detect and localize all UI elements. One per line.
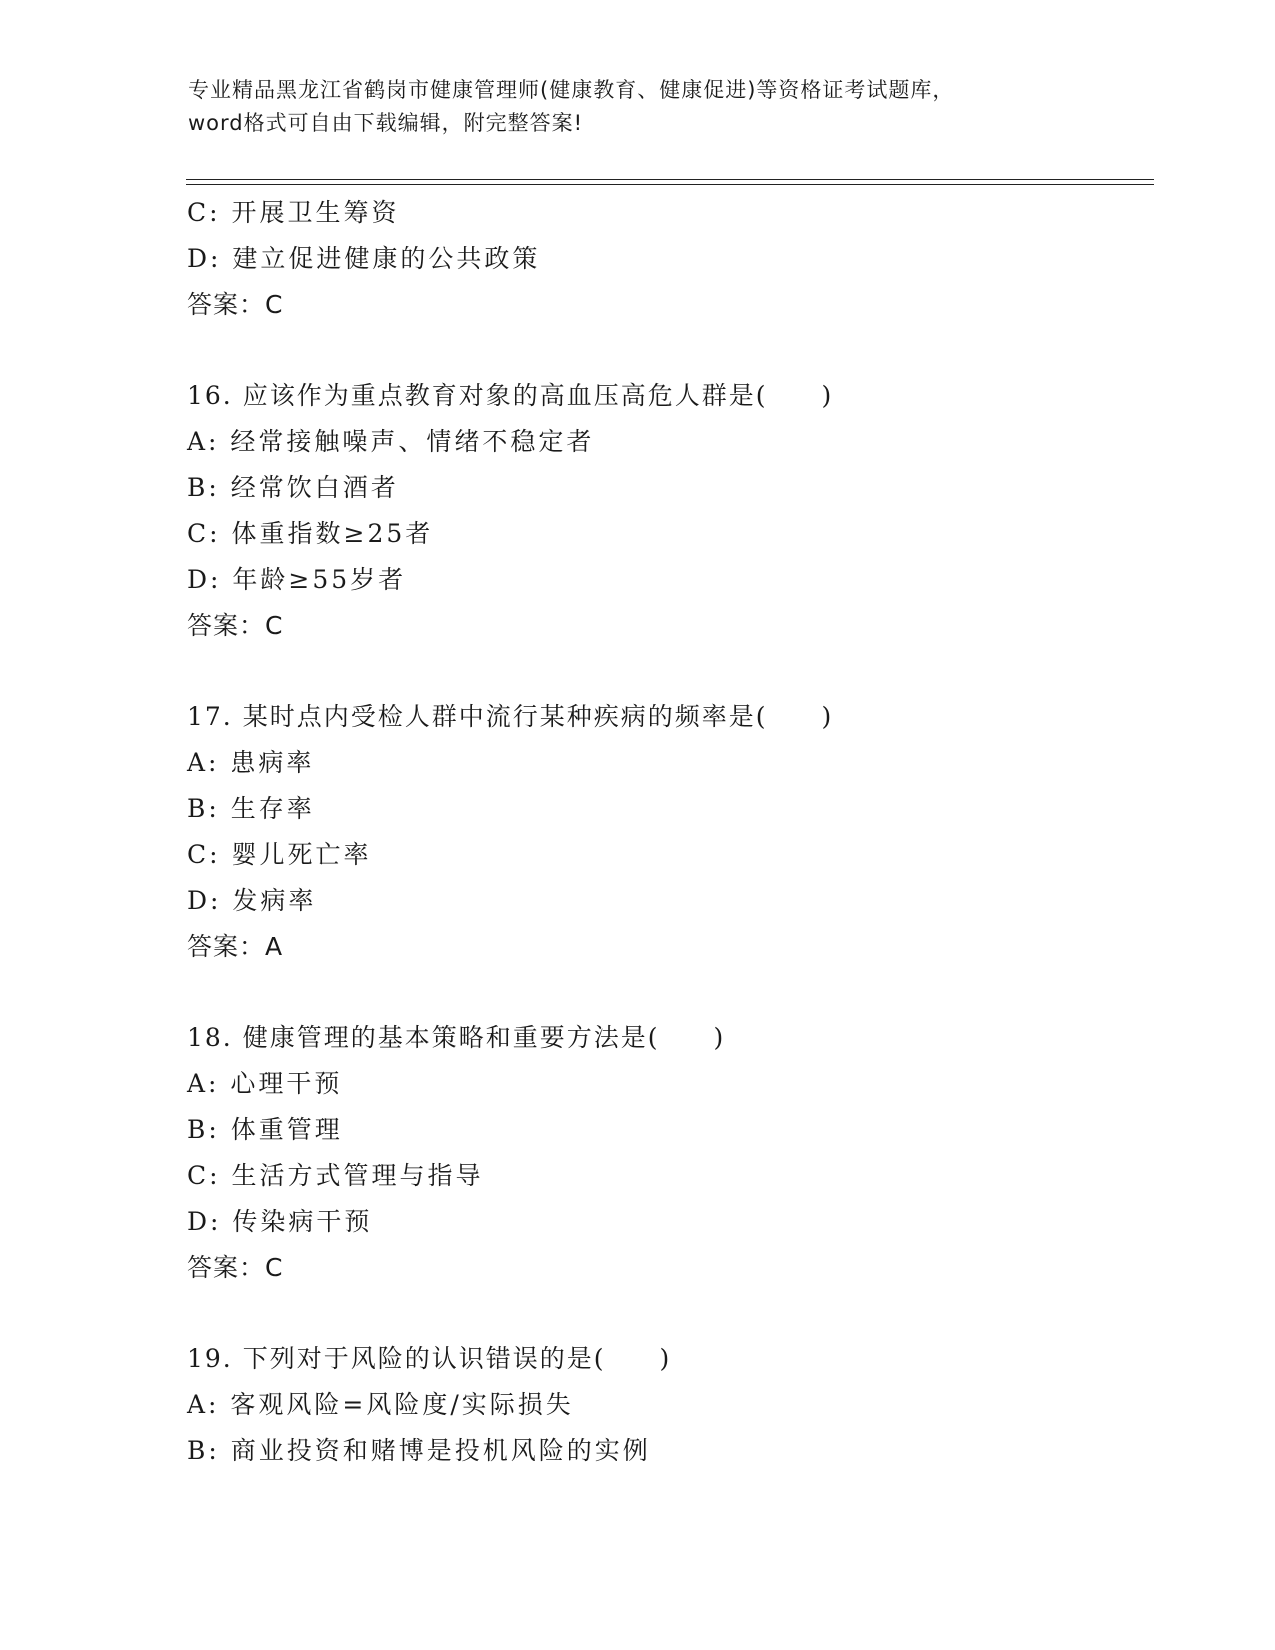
option-c: C: 体重指数≥25者 — [187, 519, 434, 548]
option-b: B: 体重管理 — [187, 1115, 343, 1144]
question-stem: 19. 下列对于风险的认识错误的是( ) — [187, 1344, 672, 1373]
answer-line: 答案：C — [187, 290, 284, 319]
question-19 — [187, 1336, 1147, 1474]
option-b: B: 商业投资和赌博是投机风险的实例 — [187, 1436, 651, 1465]
question-list — [187, 190, 1147, 1474]
option-d: D: 年龄≥55岁者 — [187, 565, 407, 594]
option-a: A: 心理干预 — [187, 1069, 343, 1098]
answer-line: 答案：C — [187, 611, 284, 640]
question-17 — [187, 694, 1147, 970]
option-b: B: 生存率 — [187, 794, 315, 823]
question-stem: 18. 健康管理的基本策略和重要方法是( ) — [187, 1023, 726, 1052]
option-d: D: 建立促进健康的公共政策 — [187, 244, 541, 273]
question-stem: 17. 某时点内受检人群中流行某种疾病的频率是( ) — [187, 702, 834, 731]
option-a: A: 客观风险=风险度/实际损失 — [187, 1390, 574, 1419]
option-c: C: 开展卫生筹资 — [187, 198, 400, 227]
option-a: A: 患病率 — [187, 748, 315, 777]
question-16 — [187, 373, 1147, 649]
header-line-2: word格式可自由下载编辑，附完整答案! — [188, 111, 584, 135]
option-b: B: 经常饮白酒者 — [187, 473, 399, 502]
option-d: D: 传染病干预 — [187, 1207, 373, 1236]
header-line-1: 专业精品黑龙江省鹤岗市健康管理师(健康教育、健康促进)等资格证考试题库， — [188, 78, 955, 102]
question-partial — [187, 190, 1147, 328]
option-d: D: 发病率 — [187, 886, 317, 915]
option-c: C: 生活方式管理与指导 — [187, 1161, 484, 1190]
question-18 — [187, 1015, 1147, 1291]
document-header — [188, 74, 1088, 140]
answer-line: 答案：A — [187, 932, 284, 961]
answer-line: 答案：C — [187, 1253, 284, 1282]
question-stem: 16. 应该作为重点教育对象的高血压高危人群是( ) — [187, 381, 834, 410]
option-c: C: 婴儿死亡率 — [187, 840, 372, 869]
header-divider-bottom — [186, 184, 1154, 185]
option-a: A: 经常接触噪声、情绪不稳定者 — [187, 427, 595, 456]
header-divider-top — [186, 179, 1154, 180]
